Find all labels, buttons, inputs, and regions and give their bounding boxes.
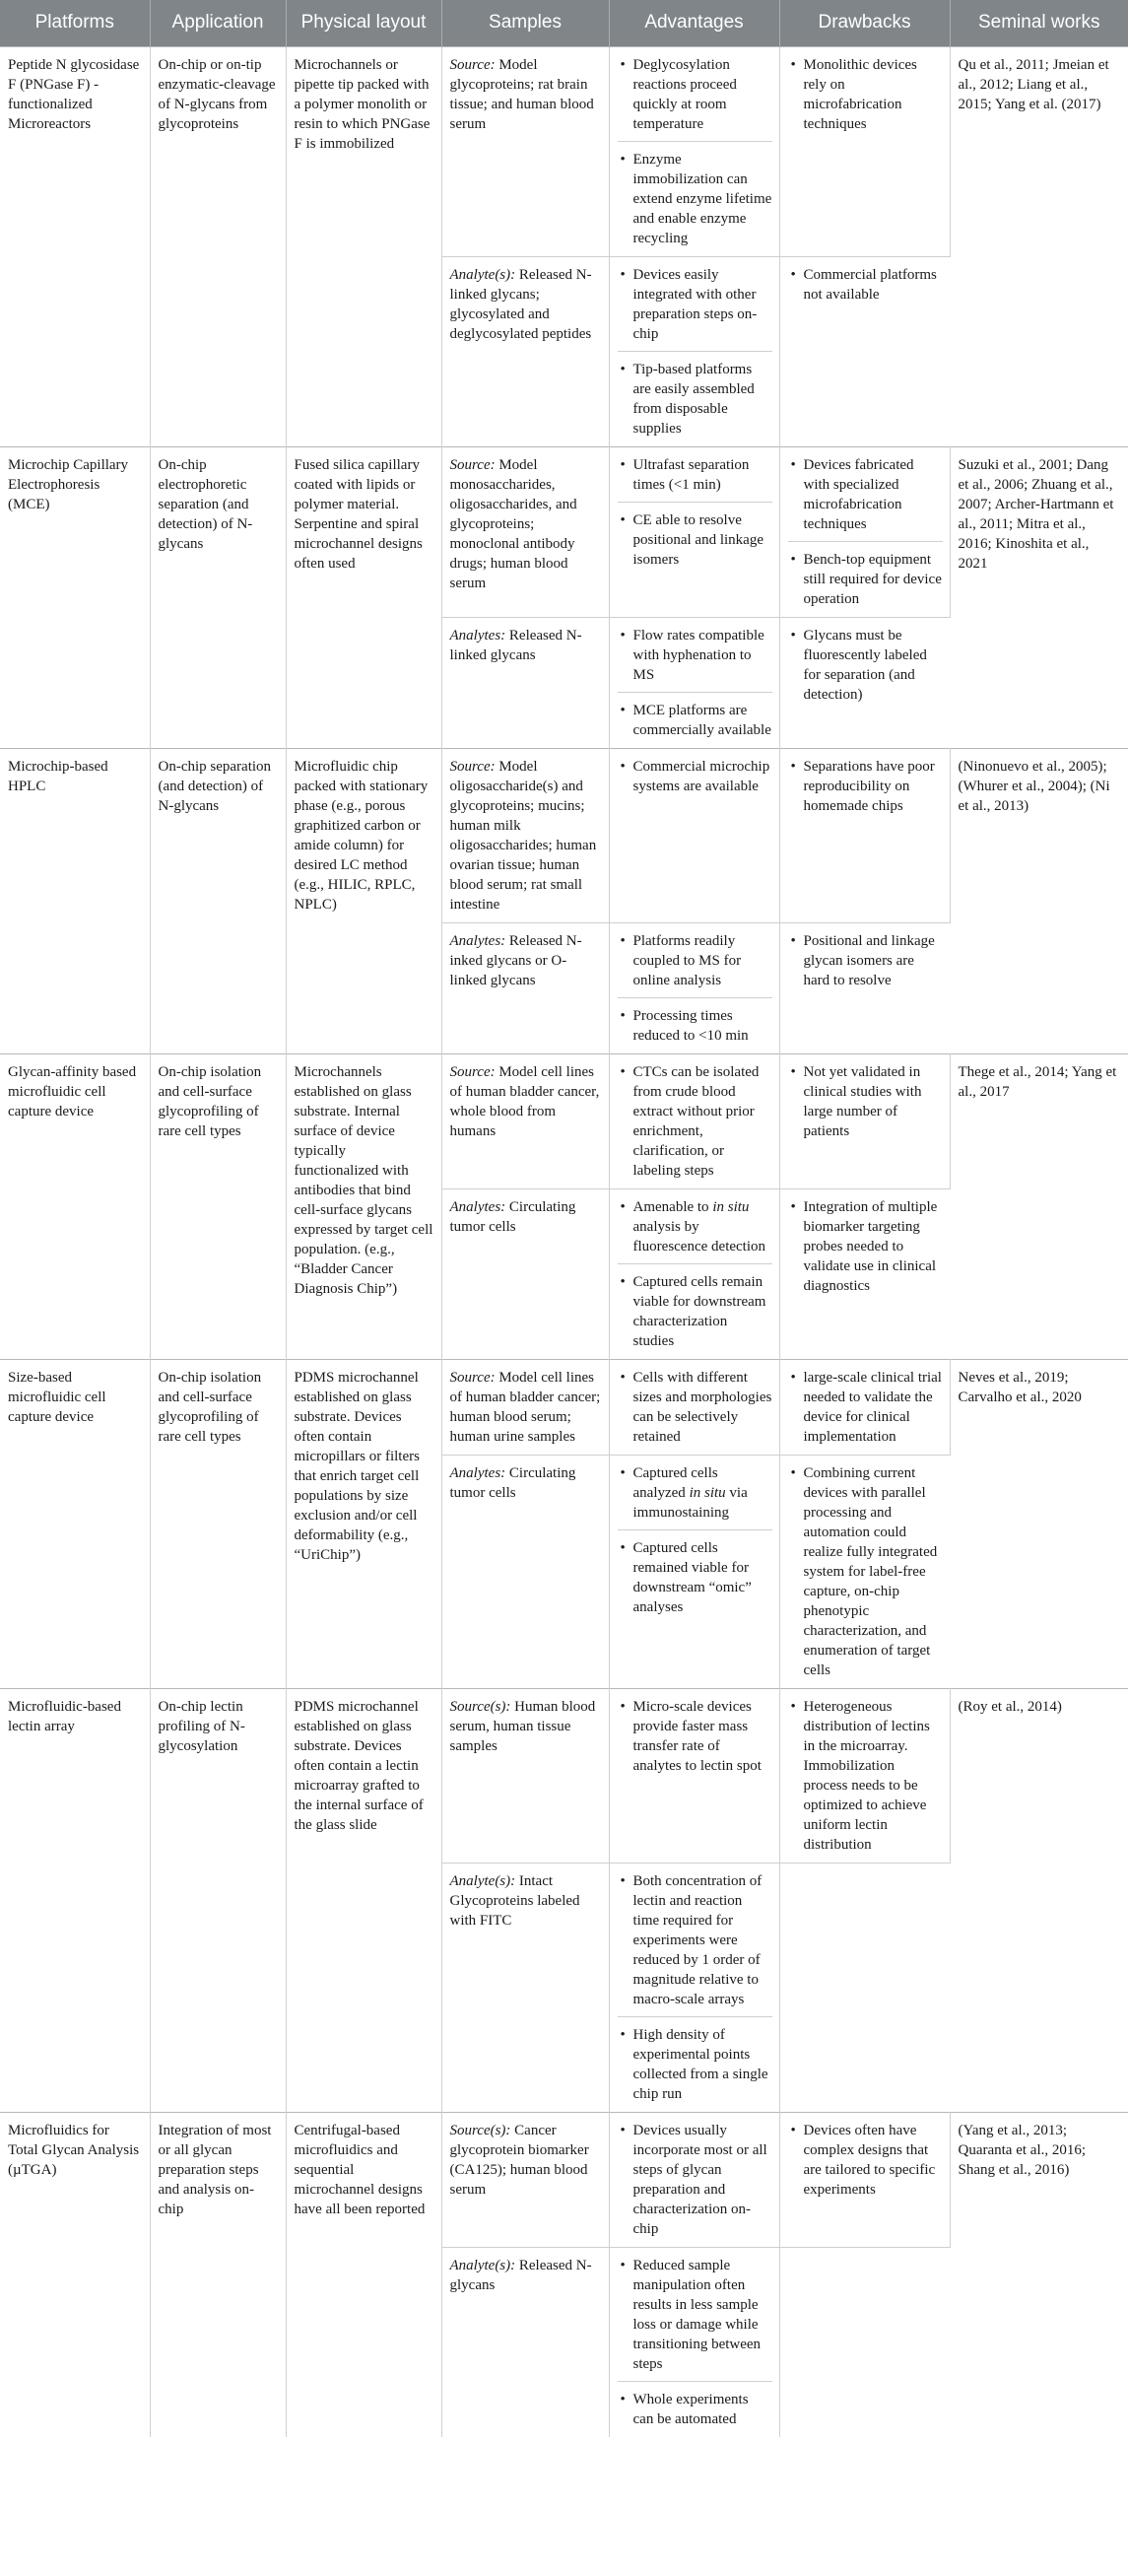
drawbacks-list bbox=[788, 1697, 943, 1855]
advantages-cell bbox=[609, 749, 779, 923]
drawbacks-list bbox=[788, 931, 944, 990]
table-header bbox=[0, 0, 1128, 47]
bullet-item: • Not yet validated in clinical studies with large number of patients bbox=[788, 1062, 943, 1141]
drawbacks-cell bbox=[779, 447, 950, 618]
application-cell: On-chip lectin profiling of N-glycosylation bbox=[150, 1689, 286, 2113]
drawbacks-list bbox=[788, 1463, 944, 1680]
bullet-item: • large-scale clinical trial needed to validate the device for clinical implementation bbox=[788, 1368, 943, 1447]
advantages-cell bbox=[609, 1189, 779, 1360]
application-cell: On-chip or on-tip enzymatic-cleavage of N-glycans from glycoproteins bbox=[150, 47, 286, 447]
sample-label: Analytes: bbox=[449, 933, 506, 949]
application-cell: On-chip isolation and cell-surface glycoprofiling of rare cell types bbox=[150, 1054, 286, 1360]
layout-cell: Centrifugal-based microfluidics and sequential microchannel designs have all been reported bbox=[286, 2113, 441, 2438]
drawbacks-cell bbox=[779, 257, 950, 447]
bullet-item: • Both concentration of lectin and reaction time required for experiments were reduced by 1 order of magnitude relative to macro-scale arrays bbox=[618, 1871, 772, 2009]
header-advantages: Advantages bbox=[609, 0, 779, 47]
sample-label: Analytes: bbox=[449, 628, 506, 644]
drawbacks-cell bbox=[779, 2248, 950, 2438]
advantages-list bbox=[618, 265, 772, 439]
bullet-item: • Reduced sample manipulation often results in less sample loss or damage while transitioning between steps bbox=[618, 2256, 772, 2374]
platform-cell: Microfluidic-based lectin array bbox=[0, 1689, 150, 2113]
drawbacks-cell bbox=[779, 1456, 950, 1689]
table-row bbox=[0, 1689, 1128, 1864]
drawbacks-cell bbox=[779, 1054, 950, 1189]
bullet-item: • Micro-scale devices provide faster mass transfer rate of analytes to lectin spot bbox=[618, 1697, 772, 1776]
bullet-item: • CTCs can be isolated from crude blood extract without prior enrichment, clarification, or labeling steps bbox=[618, 1062, 772, 1181]
header-platforms: Platforms bbox=[0, 0, 150, 47]
samples-cell bbox=[441, 47, 609, 257]
bullet-item: • Whole experiments can be automated bbox=[618, 2381, 772, 2429]
italic-term: in situ bbox=[712, 1199, 750, 1215]
platform-cell: Size-based microfluidic cell capture device bbox=[0, 1360, 150, 1689]
table-row bbox=[0, 749, 1128, 923]
table-row bbox=[0, 2113, 1128, 2248]
bullet-item: • Glycans must be fluorescently labeled for separation (and detection) bbox=[788, 626, 944, 705]
drawbacks-cell bbox=[779, 1189, 950, 1360]
header-application: Application bbox=[150, 0, 286, 47]
sample-text: Released N-glycans bbox=[449, 2258, 592, 2293]
samples-cell bbox=[441, 1456, 609, 1689]
sample-text: Model oligosaccharide(s) and glycoproteins; mucins; human milk oligosaccharides; human ovarian tissue; human blood serum; rat small intestine bbox=[449, 759, 597, 913]
platform-cell: Microchip Capillary Electrophoresis (MCE) bbox=[0, 447, 150, 749]
advantages-cell bbox=[609, 2113, 779, 2248]
bullet-item: • Devices fabricated with specialized microfabrication techniques bbox=[788, 455, 943, 534]
drawbacks-list bbox=[788, 55, 943, 134]
layout-cell: PDMS microchannel established on glass substrate. Devices often contain micropillars or filters that enrich target cell populations by size exclusion and/or cell deformability (e.g., “UriChip”) bbox=[286, 1360, 441, 1689]
drawbacks-list bbox=[788, 265, 944, 305]
header-physical-layout: Physical layout bbox=[286, 0, 441, 47]
advantages-list bbox=[618, 1197, 772, 1351]
seminal-works-cell: Neves et al., 2019; Carvalho et al., 2020 bbox=[950, 1360, 1128, 1689]
sample-text: Circulating tumor cells bbox=[449, 1465, 576, 1501]
seminal-works-cell: Thege et al., 2014; Yang et al., 2017 bbox=[950, 1054, 1128, 1360]
drawbacks-cell bbox=[779, 47, 950, 257]
bullet-item: • Separations have poor reproducibility on homemade chips bbox=[788, 757, 943, 816]
bullet-item: • CE able to resolve positional and linkage isomers bbox=[618, 502, 772, 570]
advantages-cell bbox=[609, 923, 779, 1054]
sample-label: Analytes: bbox=[449, 1199, 506, 1215]
platform-cell: Microchip-based HPLC bbox=[0, 749, 150, 1054]
bullet-item: • Cells with different sizes and morphologies can be selectively retained bbox=[618, 1368, 772, 1447]
drawbacks-list bbox=[788, 626, 944, 705]
table-row bbox=[0, 1054, 1128, 1189]
advantages-list bbox=[618, 2256, 772, 2429]
drawbacks-cell bbox=[779, 1689, 950, 1864]
advantages-list bbox=[618, 931, 772, 1046]
sample-text: Released N-linked glycans bbox=[449, 628, 582, 663]
drawbacks-cell bbox=[779, 923, 950, 1054]
sample-label: Source(s): bbox=[449, 1699, 511, 1715]
sample-label: Source: bbox=[449, 457, 496, 473]
advantages-list bbox=[618, 1368, 772, 1447]
sample-label: Source: bbox=[449, 1064, 496, 1080]
header-drawbacks: Drawbacks bbox=[779, 0, 950, 47]
advantages-list bbox=[618, 626, 772, 740]
advantages-cell bbox=[609, 618, 779, 749]
platform-cell: Glycan-affinity based microfluidic cell capture device bbox=[0, 1054, 150, 1360]
advantages-list bbox=[618, 2121, 772, 2239]
table-row bbox=[0, 447, 1128, 618]
sample-text: Model cell lines of human bladder cancer, whole blood from humans bbox=[449, 1064, 600, 1139]
sample-text: Model cell lines of human bladder cancer; human blood serum; human urine samples bbox=[449, 1370, 601, 1445]
application-cell: Integration of most or all glycan preparation steps and analysis on-chip bbox=[150, 2113, 286, 2438]
samples-cell bbox=[441, 2248, 609, 2438]
bullet-item: • Flow rates compatible with hyphenation to MS bbox=[618, 626, 772, 685]
platform-cell: Microfluidics for Total Glycan Analysis (µTGA) bbox=[0, 2113, 150, 2438]
bullet-item: • Positional and linkage glycan isomers are hard to resolve bbox=[788, 931, 944, 990]
bullet-item: • Commercial platforms not available bbox=[788, 265, 944, 305]
sample-label: Source: bbox=[449, 1370, 496, 1386]
drawbacks-list bbox=[788, 1368, 943, 1447]
header-row bbox=[0, 0, 1128, 47]
sample-label: Analyte(s): bbox=[449, 267, 516, 283]
bullet-item: • Tip-based platforms are easily assembled from disposable supplies bbox=[618, 351, 772, 439]
drawbacks-cell bbox=[779, 749, 950, 923]
sample-text: Released N-inked glycans or O-linked glycans bbox=[449, 933, 582, 988]
sample-label: Source(s): bbox=[449, 2123, 511, 2138]
sample-label: Analytes: bbox=[449, 1465, 506, 1481]
drawbacks-cell bbox=[779, 618, 950, 749]
header-samples: Samples bbox=[441, 0, 609, 47]
sample-label: Source: bbox=[449, 759, 496, 775]
drawbacks-list bbox=[788, 757, 943, 816]
bullet-item: • Devices usually incorporate most or all steps of glycan preparation and characterization on-chip bbox=[618, 2121, 772, 2239]
advantages-cell bbox=[609, 447, 779, 618]
advantages-cell bbox=[609, 1456, 779, 1689]
advantages-list bbox=[618, 1062, 772, 1181]
bullet-item: • Integration of multiple biomarker targeting probes needed to validate use in clinical diagnostics bbox=[788, 1197, 944, 1296]
advantages-list bbox=[618, 757, 772, 796]
application-cell: On-chip isolation and cell-surface glycoprofiling of rare cell types bbox=[150, 1360, 286, 1689]
samples-cell bbox=[441, 618, 609, 749]
layout-cell: Microchannels or pipette tip packed with a polymer monolith or resin to which PNGase F is immobilized bbox=[286, 47, 441, 447]
advantages-list bbox=[618, 55, 772, 248]
advantages-cell bbox=[609, 1689, 779, 1864]
seminal-works-cell: (Roy et al., 2014) bbox=[950, 1689, 1128, 2113]
samples-cell bbox=[441, 1189, 609, 1360]
samples-cell bbox=[441, 923, 609, 1054]
seminal-works-cell: (Ninonuevo et al., 2005); (Whurer et al., 2004); (Ni et al., 2013) bbox=[950, 749, 1128, 1054]
samples-cell bbox=[441, 1864, 609, 2113]
table-body bbox=[0, 47, 1128, 2438]
bullet-item: • Combining current devices with parallel processing and automation could realize fully integrated system for label-free capture, on-chip phenotypic characterization, and enumeration of target cells bbox=[788, 1463, 944, 1680]
samples-cell bbox=[441, 749, 609, 923]
italic-term: in situ bbox=[689, 1485, 726, 1501]
bullet-item: • Processing times reduced to <10 min bbox=[618, 997, 772, 1046]
advantages-cell bbox=[609, 47, 779, 257]
bullet-item: • Heterogeneous distribution of lectins in the microarray. Immobilization process needs to be optimized to achieve uniform lectin distribution bbox=[788, 1697, 943, 1855]
advantages-list bbox=[618, 1697, 772, 1776]
bullet-item: • Captured cells remain viable for downstream characterization studies bbox=[618, 1263, 772, 1351]
layout-cell: Fused silica capillary coated with lipids or polymer material. Serpentine and spiral microchannel designs often used bbox=[286, 447, 441, 749]
bullet-item: • MCE platforms are commercially available bbox=[618, 692, 772, 740]
application-cell: On-chip electrophoretic separation (and detection) of N-glycans bbox=[150, 447, 286, 749]
bullet-item: • Platforms readily coupled to MS for online analysis bbox=[618, 931, 772, 990]
sample-text: Model monosaccharides, oligosaccharides, and glycoproteins; monoclonal antibody drugs; human blood serum bbox=[449, 457, 577, 591]
drawbacks-cell bbox=[779, 2113, 950, 2248]
platform-cell: Peptide N glycosidase F (PNGase F) -functionalized Microreactors bbox=[0, 47, 150, 447]
sample-text: Model glycoproteins; rat brain tissue; and human blood serum bbox=[449, 57, 594, 132]
sample-label: Analyte(s): bbox=[449, 2258, 516, 2273]
bullet-item: • Amenable to in situ analysis by fluorescence detection bbox=[618, 1197, 772, 1256]
seminal-works-cell: Qu et al., 2011; Jmeian et al., 2012; Liang et al., 2015; Yang et al. (2017) bbox=[950, 47, 1128, 447]
bullet-item: • Devices often have complex designs that are tailored to specific experiments bbox=[788, 2121, 943, 2200]
layout-cell: PDMS microchannel established on glass substrate. Devices often contain a lectin microarray grafted to the internal surface of the glass slide bbox=[286, 1689, 441, 2113]
advantages-list bbox=[618, 1871, 772, 2104]
samples-cell bbox=[441, 2113, 609, 2248]
advantages-cell bbox=[609, 257, 779, 447]
bullet-item: • Deglycosylation reactions proceed quickly at room temperature bbox=[618, 55, 772, 134]
sample-text: Cancer glycoprotein biomarker (CA125); human blood serum bbox=[449, 2123, 589, 2198]
drawbacks-list bbox=[788, 1197, 944, 1296]
advantages-list bbox=[618, 455, 772, 570]
bullet-item: • Captured cells remained viable for downstream “omic” analyses bbox=[618, 1529, 772, 1617]
sample-text: Intact Glycoproteins labeled with FITC bbox=[449, 1873, 580, 1929]
layout-cell: Microchannels established on glass substrate. Internal surface of device typically functionalized with antibodies that bind cell-surface glycans expressed by target cell population. (e.g., “Bladder Cancer Diagnosis Chip”) bbox=[286, 1054, 441, 1360]
samples-cell bbox=[441, 1054, 609, 1189]
bullet-item: • Captured cells analyzed in situ via immunostaining bbox=[618, 1463, 772, 1523]
samples-cell bbox=[441, 1689, 609, 1864]
layout-cell: Microfluidic chip packed with stationary phase (e.g., porous graphitized carbon or amide column) for desired LC method (e.g., HILIC, RPLC, NPLC) bbox=[286, 749, 441, 1054]
bullet-item: • Bench-top equipment still required for device operation bbox=[788, 541, 943, 609]
advantages-list bbox=[618, 1463, 772, 1617]
advantages-cell bbox=[609, 1360, 779, 1456]
header-seminal-works: Seminal works bbox=[950, 0, 1128, 47]
seminal-works-cell: Suzuki et al., 2001; Dang et al., 2006; Zhuang et al., 2007; Archer-Hartmann et al., 2011; Mitra et al., 2016; Kinoshita et al., 2021 bbox=[950, 447, 1128, 749]
sample-text: Human blood serum, human tissue samples bbox=[449, 1699, 596, 1754]
drawbacks-list bbox=[788, 2121, 943, 2200]
bullet-item: • Monolithic devices rely on microfabrication techniques bbox=[788, 55, 943, 134]
sample-label: Analyte(s): bbox=[449, 1873, 516, 1889]
application-cell: On-chip separation (and detection) of N-glycans bbox=[150, 749, 286, 1054]
bullet-item: • High density of experimental points collected from a single chip run bbox=[618, 2016, 772, 2104]
advantages-cell bbox=[609, 2248, 779, 2438]
advantages-cell bbox=[609, 1054, 779, 1189]
advantages-cell bbox=[609, 1864, 779, 2113]
samples-cell bbox=[441, 447, 609, 618]
bullet-item: • Commercial microchip systems are available bbox=[618, 757, 772, 796]
samples-cell bbox=[441, 257, 609, 447]
sample-text: Circulating tumor cells bbox=[449, 1199, 576, 1235]
table-row bbox=[0, 1360, 1128, 1456]
table-row bbox=[0, 47, 1128, 257]
sample-label: Source: bbox=[449, 57, 496, 73]
seminal-works-cell: (Yang et al., 2013; Quaranta et al., 2016; Shang et al., 2016) bbox=[950, 2113, 1128, 2438]
drawbacks-cell bbox=[779, 1360, 950, 1456]
drawbacks-list bbox=[788, 1062, 943, 1141]
sample-text: Released N-linked glycans; glycosylated and deglycosylated peptides bbox=[449, 267, 592, 342]
bullet-item: • Enzyme immobilization can extend enzyme lifetime and enable enzyme recycling bbox=[618, 141, 772, 248]
bullet-item: • Ultrafast separation times (<1 min) bbox=[618, 455, 772, 495]
bullet-item: • Devices easily integrated with other preparation steps on-chip bbox=[618, 265, 772, 344]
drawbacks-cell bbox=[779, 1864, 950, 2113]
drawbacks-list bbox=[788, 455, 943, 609]
samples-cell bbox=[441, 1360, 609, 1456]
